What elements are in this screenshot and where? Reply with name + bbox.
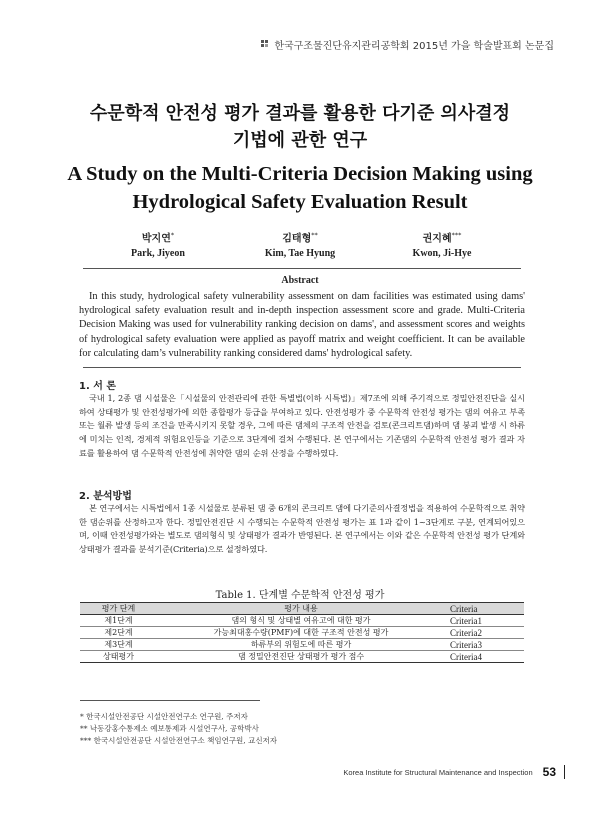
proceedings-title: 한국구조물진단유지관리공학회 2015년 가을 학술발표회 논문집: [274, 41, 554, 52]
evaluation-table: [80, 602, 524, 663]
page-footer: [343, 765, 565, 779]
header-dots-icon: [261, 40, 270, 49]
table-cell: 제3단계: [80, 639, 157, 651]
col-header-content: 평가 내용: [157, 603, 445, 615]
table-cell: 하류부의 위험도에 따른 평가: [157, 639, 445, 651]
section-heading-intro: 1. 서 론: [79, 381, 117, 392]
footnote-1: * 한국시설안전공단 시설안전연구소 연구원, 주저자: [80, 712, 248, 721]
table-row: [80, 627, 524, 639]
table-cell: Criteria4: [445, 651, 524, 663]
footnotes: [80, 711, 277, 747]
table-cell: 댐 정밀안전진단 상태평가 평가 점수: [157, 651, 445, 663]
table-row: [80, 651, 524, 663]
footnote-2: ** 낙동강홍수통제소 예보통제과 시설연구사, 공학박사: [80, 724, 259, 733]
author-3: 권지혜*** Kwon, Ji-Hye: [412, 231, 472, 260]
footnote-3: *** 한국시설안전공단 시설안전연구소 책임연구원, 교신저자: [80, 736, 278, 745]
author-1: 박지연* Park, Jiyeon: [131, 231, 185, 260]
table-cell: 제1단계: [80, 615, 157, 627]
table-cell: 댐의 형식 및 상태별 여유고에 대한 평가: [157, 615, 445, 627]
section-text-intro: 국내 1, 2종 댐 시설물은「시설물의 안전관리에 관한 특별법(이하 시특법)」제7조에 의해 주기적으로 정밀안전진단을 실시하여 상태평가 및 안전성평가에 의한 종합평가 등급을 부여하고 있다. 안전성평가 중 수문학적 안전성 평가는 댐의 여유고 부족 또는 월류 발생 등의 조건을 만족시키지 못할 경우, 그에 따른 댐체의 구조적 안전을 검토(콘크리트댐)하며 댐 붕괴 발생 시 하류에 미치는 인적, 경제적 위험요인등을 기준으로 3단계에 걸쳐 수행된다. 본 연구에서는 기존댐의 수문학적 안전성 평가 결과 자료를 활용하여 댐 수문학적 안전성에 취약한 댐의 순위 산정을 수행하였다.: [79, 393, 525, 458]
section-text-method: 본 연구에서는 시특법에서 1종 시설물로 분류된 댐 중 6개의 콘크리트 댐에 다기준의사결정법을 적용하여 수문학적으로 취약한 댐순위를 산정하고자 한다. 정밀안전진단 시 수행되는 수문학적 안전성 평가는 표 1과 같이 1~3단계로 구분, 연계되어있으며, 이때 안전성평가와는 별도로 댐의형식 및 상태평가 결과가 반영된다. 본 연구에서는 이와 같은 수문학적 안전성 평가 단계와 상태평가 결과를 분석기준(Criteria)으로 설정하였다.: [79, 503, 525, 555]
english-title: A Study on the Multi-Criteria Decision Making using Hydrological Safety Evaluation Result: [67, 163, 533, 213]
footer-organization: Korea Institute for Structural Maintenance and Inspection: [343, 767, 533, 777]
table-cell: Criteria2: [445, 627, 524, 639]
col-header-stage: 평가 단계: [80, 603, 157, 615]
abstract-heading: Abstract: [281, 275, 319, 286]
abstract-text: In this study, hydrological safety vulnerability assessment on dam facilities was estimated using dams' hydrological safety evaluation result and in-depth inspection assessment score and grade. Multi-Criteria Decision Making was used for vulnerability ranking decision on dams', and assessment scores and weights of hydrological safety evaluation were applied as payoff matrix and weight coefficient. It can be available for calculating dam’s vulnerability ranking considered dams' hydrological safety.: [79, 291, 525, 359]
table-caption: Table 1. 단계별 수문학적 안전성 평가: [215, 590, 385, 601]
table-header-row: [80, 603, 524, 615]
author-list: [0, 228, 600, 261]
table-row: [80, 639, 524, 651]
abstract-rule-bottom: [83, 367, 521, 368]
col-header-criteria: Criteria: [445, 603, 524, 615]
author-2: 김태형** Kim, Tae Hyung: [264, 231, 336, 260]
page-number: 53: [543, 765, 565, 779]
table-cell: 제2단계: [80, 627, 157, 639]
table-cell: 가능최대홍수량(PMF)에 대한 구조적 안전성 평가: [157, 627, 445, 639]
section-heading-method: 2. 분석방법: [79, 491, 132, 502]
korean-title: 수문학적 안전성 평가 결과를 활용한 다기준 의사결정 기법에 관한 연구: [89, 103, 511, 151]
footnote-rule: [80, 700, 260, 701]
page-header: [261, 37, 554, 52]
table-cell: Criteria3: [445, 639, 524, 651]
table-cell: Criteria1: [445, 615, 524, 627]
table-row: [80, 615, 524, 627]
abstract-rule-top: [83, 268, 521, 269]
table-cell: 상태평가: [80, 651, 157, 663]
